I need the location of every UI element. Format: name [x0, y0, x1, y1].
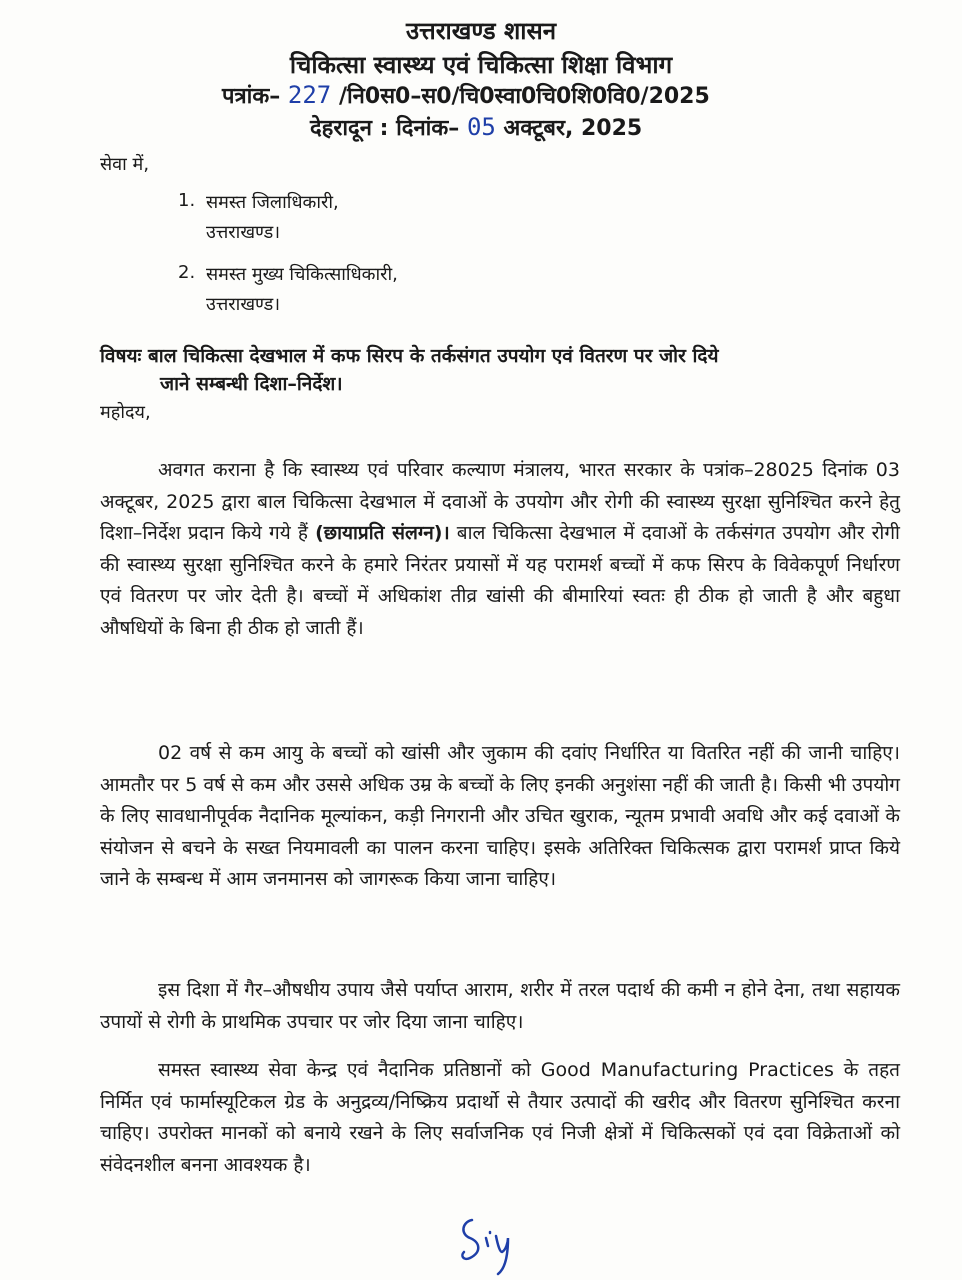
recipient-1-number: 1. [178, 190, 196, 211]
greeting: महोदय, [100, 402, 151, 423]
letter-number-suffix: /नि0स0–स0/चि0स्वा0चि0शि0वि0/2025 [338, 84, 710, 109]
government-heading: उत्तराखण्ड शासन [405, 17, 557, 45]
recipient-1-line1: समस्त जिलाधिकारी, [206, 192, 339, 213]
subject-line-1: विषयः बाल चिकित्सा देखभाल में कफ सिरप के तर्कसंगत उपयोग एवं वितरण पर जोर दिये [100, 345, 719, 367]
paragraph-1 [100, 455, 900, 644]
salutation-to: सेवा में, [100, 154, 150, 175]
recipient-2-line2: उत्तराखण्ड। [206, 294, 281, 315]
department-heading: चिकित्सा स्वास्थ्य एवं चिकित्सा शिक्षा विभाग [289, 51, 673, 79]
date-day-handwritten: 05 [466, 113, 496, 141]
paragraph-2 [100, 738, 900, 896]
letter-number-line [222, 80, 710, 110]
paragraph-3 [100, 975, 900, 1038]
place-date-line [310, 112, 642, 142]
letter-number-label: पत्रांक– [222, 84, 281, 109]
paragraph-4-text: समस्त स्वास्थ्य सेवा केन्द्र एवं नैदानिक प्रतिष्ठानों को Good Manufacturing Practices के तहत निर्मित एवं फार्मास्यूटिकल ग्रेड के अनुद्रव्य/निष्क्रिय प्रदार्थो से तैयार उत्पादों की खरीद और वितरण सुनिश्चित करना चाहिए। उपरोक्त मानकों को बनाये रखने के लिए सर्वाजनिक एवं निजी क्षेत्रों में चिकित्सकों एवं दवा विक्रेताओं को संवेदनशील बनना आवश्यक है। [100, 1059, 900, 1176]
recipient-1-line2: उत्तराखण्ड। [206, 222, 281, 243]
paragraph-1-main: अवगत कराना है कि स्वास्थ्य एवं परिवार कल्याण मंत्रालय, भारत सरकार के पत्रांक–28025 दिनांक 03 अक्टूबर, 2025 द्वारा बाल चिकित्सा देखभाल में दवाओं के उपयोग और रोगी की स्वास्थ्य सुरक्षा सुनिश्चित करने हेतु दिशा–निर्देश प्रदान किये गये हैं [100, 459, 900, 544]
paragraph-3-text: इस दिशा में गैर–औषधीय उपाय जैसे पर्याप्त आराम, शरीर में तरल पदार्थ की कमी न होने देना, तथा सहायक उपायों से रोगी के प्राथमिक उपचार पर जोर दिया जाना चाहिए। [100, 979, 900, 1033]
paragraph-4 [100, 1055, 900, 1181]
letter-number-handwritten: 227 [287, 81, 332, 109]
recipient-2-line1: समस्त मुख्य चिकित्साधिकारी, [206, 264, 398, 285]
paragraph-1-rest: बाल चिकित्सा देखभाल में दवाओं के तर्कसंगत उपयोग और रोगी की स्वास्थ्य सुरक्षा सुनिश्चित करने के हमारे निरंतर प्रयासों में यह परामर्श बच्चों में कफ सिरप के विवेकपूर्ण निर्धारण एवं वितरण पर जोर देती है। बच्चों में अधिकांश तीव्र खांसी की बीमारियां स्वतः ही ठीक हो जाती है और बहुधा औषधियों के बिना ही ठीक हो जाती हैं। [100, 522, 900, 639]
paragraph-2-text: 02 वर्ष से कम आयु के बच्चों को खांसी और जुकाम की दवांए निर्धारित या वितरित नहीं की जानी चाहिए। आमतौर पर 5 वर्ष से कम और उससे अधिक उम्र के बच्चों के लिए इनकी अनुशंसा नहीं की जाती है। किसी भी उपयोग के लिए सावधानीपूर्वक नैदानिक मूल्यांकन, कड़ी निगरानी और उचित खुराक, न्यूतम प्रभावी अवधि और कई दवाओं के संयोजन से बचने के सख्त नियमावली का पालन करना चाहिए। इसके अतिरिक्त चिकित्सक द्वारा परामर्श प्राप्त किये जाने के सम्बन्ध में आम जनमानस को जागरूक किया जाना चाहिए। [100, 742, 900, 890]
place-date-label: देहरादून : दिनांक– [310, 116, 460, 141]
signature-mark [452, 1212, 522, 1276]
subject-line-2: जाने सम्बन्धी दिशा–निर्देश। [160, 373, 343, 395]
paragraph-1-enclosure-note: (छायाप्रति संलग्न)। [315, 522, 450, 544]
recipient-2-number: 2. [178, 262, 196, 283]
date-rest: अक्टूबर, 2025 [503, 116, 643, 141]
